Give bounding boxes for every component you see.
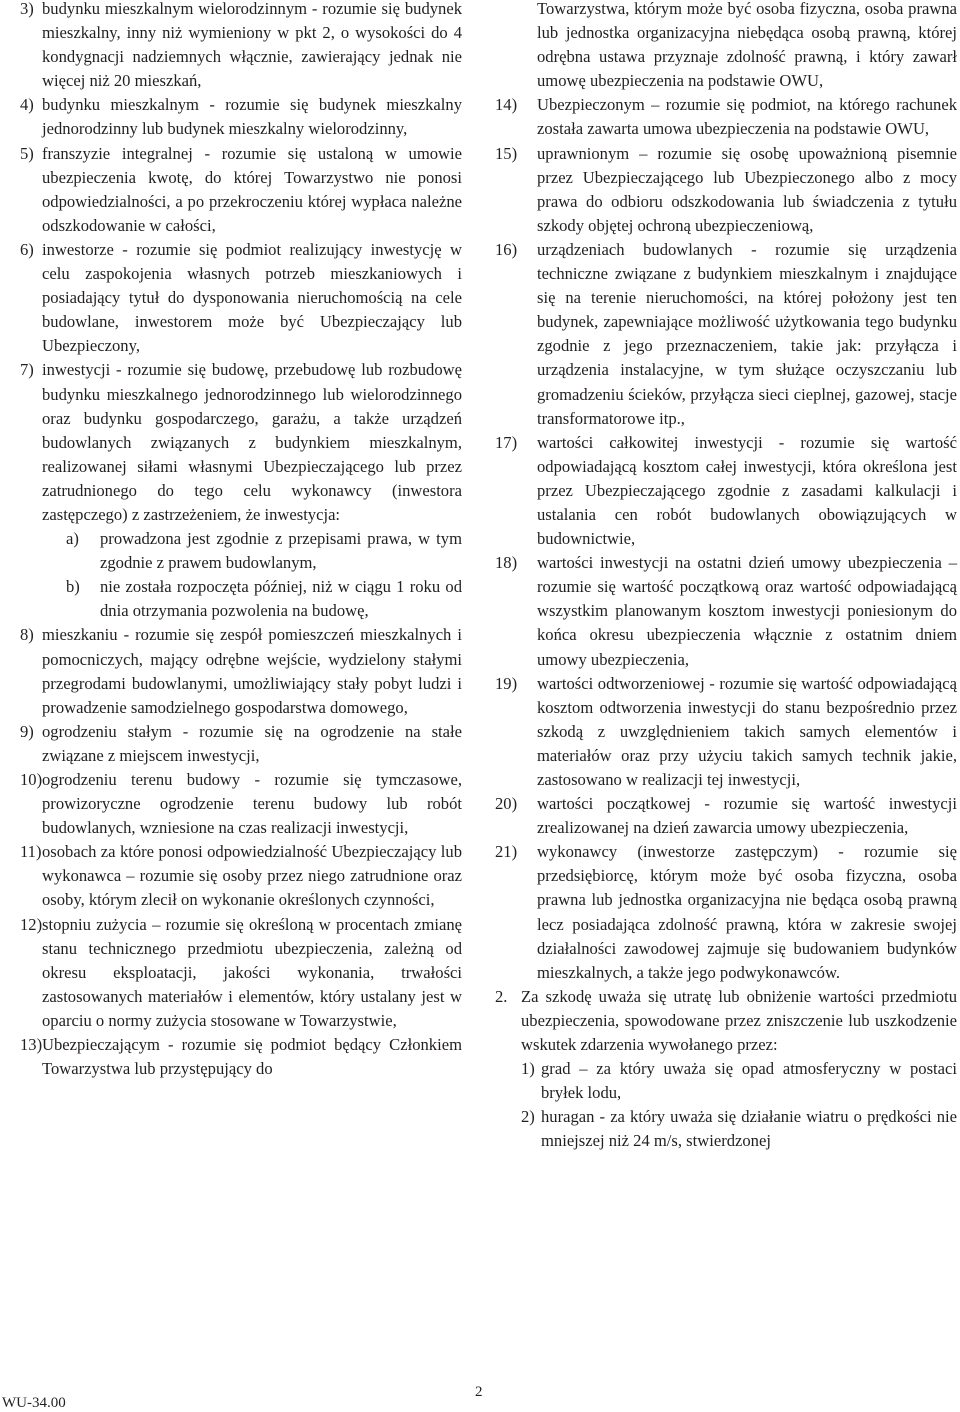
paragraph-2 xyxy=(495,985,957,1154)
sub-item-letter: a) xyxy=(66,529,79,549)
paragraph-intro: Za szkodę uważa się utratę lub obniżenie wartości przedmiotu ubezpieczenia, spowodowane przez zniszczenie lub uszkodzenie wskutek zdarzenia wywołanego przez: xyxy=(521,986,957,1055)
item-text: wartości początkowej - rozumie się wartość inwestycji zrealizowanej na dzień zawarcia umowy ubezpieczenia, xyxy=(537,794,957,838)
item-number: 12) xyxy=(20,914,43,934)
definition-item xyxy=(20,93,462,141)
item-text: stopniu zużycia – rozumie się określoną w procentach zmianę stanu technicznego przedmiotu ubezpieczenia, zależną od okresu eksploatacji, jakości wykonania, trwałości zastosowanych materiałów i elementów, który ustalany jest w oparciu o normy zużycia stosowane w Towarzystwie, xyxy=(42,914,462,1030)
item-text: Ubezpieczonym – rozumie się podmiot, na którego rachunek została zawarta umowa ubezpieczenia na podstawie OWU, xyxy=(537,95,957,139)
item-text: budynku mieszkalnym wielorodzinnym - rozumie się budynek mieszkalny, inny niż wymieniony w pkt 2, o wysokości do 4 kondygnacji nadziemnych włącznie, zawierający jednak nie więcej niż 20 mieszkań, xyxy=(42,0,462,91)
sub-item-letter: b) xyxy=(66,577,80,597)
item-text: Ubezpieczającym - rozumie się podmiot będący Członkiem Towarzystwa lub przystępujący do xyxy=(42,1035,462,1079)
item-number: 8) xyxy=(20,625,34,645)
item-text: wykonawcy (inwestorze zastępczym) - rozumie się przedsiębiorcę, którym może być osoba fizyczna, osoba prawna lub jednostka organizacyjna nie będąca osobą prawną lecz posiadająca zdolność prawną, która w zakresie swojej działalności zawodowej zajmuje się budowaniem budynków mieszkalnych, a także jego podwykonawców. xyxy=(537,842,957,982)
definition-item xyxy=(20,142,462,238)
definition-item xyxy=(20,720,462,768)
sub-item xyxy=(66,527,462,575)
sub-list xyxy=(20,527,462,623)
definition-item xyxy=(495,93,957,141)
left-column xyxy=(20,0,462,1081)
document-code: WU-34.00 xyxy=(2,1395,66,1411)
item-text: wartości całkowitej inwestycji - rozumie się wartość odpowiadającą kosztom całej inwestycji, która określona jest przez Ubezpieczającego zgodnie z zasadami kalkulacji i ustalania cen robót budowlanych obowiązujących w budownictwie, xyxy=(537,432,957,549)
paragraph-item-text: grad – za który uważa się opad atmosferyczny w postaci bryłek lodu, xyxy=(541,1059,957,1103)
item-number: 5) xyxy=(20,143,34,163)
paragraph-item-number: 1) xyxy=(521,1059,535,1079)
paragraph-item-number: 2) xyxy=(521,1107,535,1127)
definition-item xyxy=(20,768,462,840)
item-text: inwestycji - rozumie się budowę, przebudowę lub rozbudowę budynku mieszkalnego jednorodzinnego lub wielorodzinnego oraz budynku gospodarczego, garażu, a także urządzeń budowlanych związanych z budynkiem mieszkalnym, realizowanej siłami własnymi Ubezpieczającego lub przez zatrudnionego do tego celu wykonawcy (inwestora zastępczego) z zastrzeżeniem, że inwestycja: xyxy=(42,360,462,524)
item-text: wartości odtworzeniowej - rozumie się wartość odpowiadającą kosztom odtworzenia inwestycji do stanu bezpośrednio przez szkodą z uwzględnieniem takich samych elementów i materiałów oraz przy użyciu takich samych technik jakie, zastosowano w realizacji tej inwestycji, xyxy=(537,673,957,789)
item-number: 14) xyxy=(495,95,518,115)
definition-item xyxy=(495,672,957,792)
paragraph-item xyxy=(521,1057,957,1105)
definition-item xyxy=(20,358,462,623)
item-number: 9) xyxy=(20,721,34,741)
item-number: 19) xyxy=(495,673,518,693)
item-text: uprawnionym – rozumie się osobę upoważnioną pisemnie przez Ubezpieczającego lub Ubezpieczonego albo z mocy prawa do odbioru odszkodowania lub świadczenia z tytułu szkody objętej ochroną ubezpieczeniową, xyxy=(537,143,957,235)
item-number: 20) xyxy=(495,794,518,814)
item-number: 16) xyxy=(495,239,518,259)
paragraph-item xyxy=(521,1105,957,1153)
definition-item xyxy=(20,623,462,719)
definition-item xyxy=(495,792,957,840)
page-number: 2 xyxy=(475,1384,483,1400)
item-number: 18) xyxy=(495,553,518,573)
item-text: mieszkaniu - rozumie się zespół pomieszczeń mieszkalnych i pomocniczych, mający odrębne wejście, wydzielony stałymi przegrodami budowlanymi, umożliwiający stały pobyt ludzi i prowadzenie samodzielnego gospodarstwa domowego, xyxy=(42,625,462,717)
item-text: franszyzie integralnej - rozumie się ustaloną w umowie ubezpieczenia kwotę, do której Towarzystwo nie ponosi odpowiedzialności, a po przekroczeniu której wypłaca należne odszkodowanie w całości, xyxy=(42,143,462,235)
definition-item xyxy=(495,551,957,671)
item-text: osobach za które ponosi odpowiedzialność Ubezpieczający lub wykonawca – rozumie się osoby przez niego zatrudnione oraz osoby, którym zlecił on wykonanie określonych czynności, xyxy=(42,842,462,910)
item-text: budynku mieszkalnym - rozumie się budynek mieszkalny jednorodzinny lub budynek mieszkalny wielorodzinny, xyxy=(42,95,462,139)
item-text: wartości inwestycji na ostatni dzień umowy ubezpieczenia – rozumie się wartość początkową oraz wartość odpowiadającą wszystkim planowanym kosztom inwestycji poniesionym do końca okresu ubezpieczenia włącznie z ostatnim dniem umowy ubezpieczenia, xyxy=(537,553,957,669)
sub-item-text: prowadzona jest zgodnie z przepisami prawa, w tym zgodnie z prawem budowlanym, xyxy=(100,529,462,573)
item-number: 21) xyxy=(495,842,518,862)
definition-item xyxy=(495,431,957,551)
item-text: ogrodzeniu terenu budowy - rozumie się tymczasowe, prowizoryczne ogrodzenie terenu budowy lub robót budowlanych, wzniesione na czas realizacji inwestycji, xyxy=(42,770,462,838)
definition-continuation xyxy=(495,0,957,93)
paragraph-item-text: huragan - za który uważa się działanie wiatru o prędkości nie mniejszej niż 24 m/s, stwierdzonej xyxy=(541,1107,957,1151)
definition-item xyxy=(495,840,957,985)
item-number: 7) xyxy=(20,360,34,380)
item-number: 4) xyxy=(20,95,34,115)
item-number: 17) xyxy=(495,432,518,452)
item-number: 11) xyxy=(20,842,42,862)
definition-item xyxy=(20,840,462,912)
definition-item xyxy=(20,0,462,93)
sub-item xyxy=(66,575,462,623)
paragraph-number: 2. xyxy=(495,986,508,1006)
item-number: 6) xyxy=(20,239,34,259)
item-number: 13) xyxy=(20,1035,43,1055)
continuation-text: Towarzystwa, którym może być osoba fizyczna, osoba prawna lub jednostka organizacyjna niebędąca osobą prawną, której odrębna ustawa przyznaje zdolność prawną, i który zawarł umowę ubezpieczenia na podstawie OWU, xyxy=(537,0,957,91)
definition-item xyxy=(495,238,957,431)
definition-item xyxy=(495,142,957,238)
item-number: 3) xyxy=(20,0,34,18)
item-text: urządzeniach budowlanych - rozumie się urządzenia techniczne związane z budynkiem mieszkalnym i znajdujące się na terenie nieruchomości, na której położony jest ten budynek, zapewniające możliwość użytkowania tego budynku zgodnie z jego przeznaczeniem, takie jak: przyłącza i urządzenia instalacyjne, w tym służące oczyszczaniu lub gromadzeniu ścieków, przyłącza sieci cieplnej, gazowej, stacje transformatorowe itp., xyxy=(537,239,957,428)
sub-item-text: nie została rozpoczęta później, niż w ciągu 1 roku od dnia otrzymania pozwolenia na budowę, xyxy=(100,577,462,621)
definition-item xyxy=(20,238,462,358)
definition-item xyxy=(20,1033,462,1081)
item-number: 10) xyxy=(20,770,43,789)
definition-item xyxy=(20,913,462,1033)
item-number: 15) xyxy=(495,143,518,163)
item-text: ogrodzeniu stałym - rozumie się na ogrodzenie na stałe związane z miejscem inwestycji, xyxy=(42,721,462,765)
right-column xyxy=(495,0,957,1154)
item-text: inwestorze - rozumie się podmiot realizujący inwestycję w celu zaspokojenia własnych potrzeb mieszkaniowych i posiadający tytuł do dysponowania nieruchomością na cele budowlane, inwestorem może być Ubezpieczający lub Ubezpieczony, xyxy=(42,239,462,356)
